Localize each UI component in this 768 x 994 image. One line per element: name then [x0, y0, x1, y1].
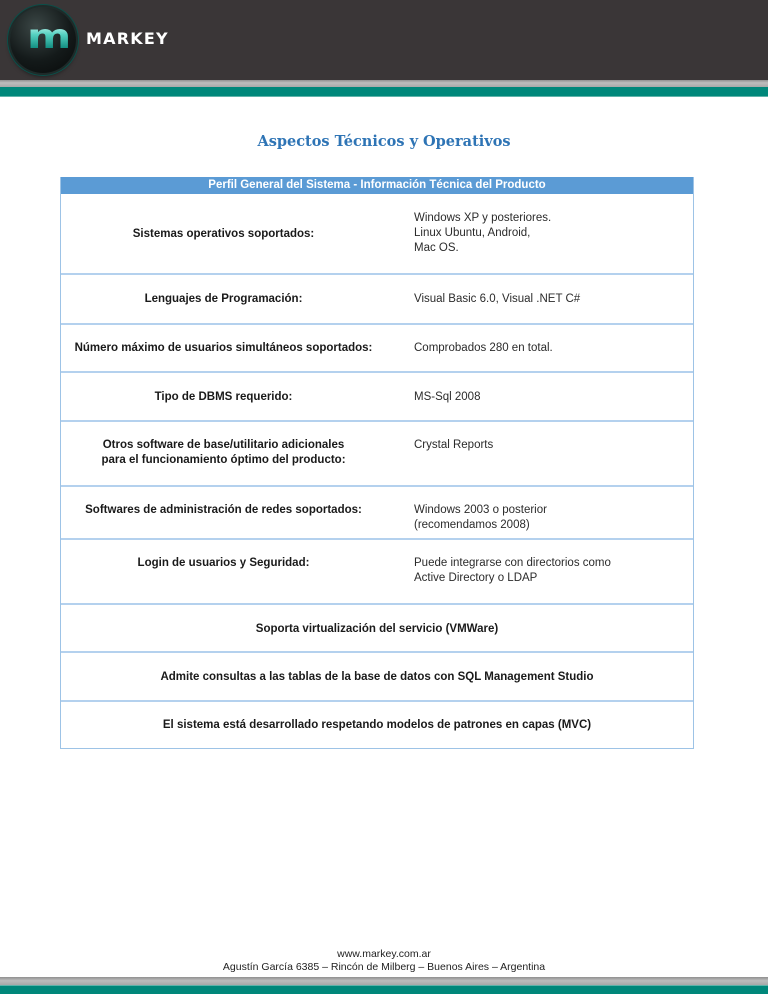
row-value — [386, 194, 693, 273]
value-line: (recomendamos 2008) — [414, 519, 530, 531]
value-line: Puede integrarse con directorios como — [414, 557, 611, 569]
value-line: MS-Sql 2008 — [414, 391, 481, 403]
row-label: Lenguajes de Programación: — [144, 293, 303, 305]
table-row-full — [61, 700, 693, 748]
row-value — [386, 540, 693, 603]
header-teal-band — [0, 87, 768, 97]
page-header — [0, 0, 768, 80]
value-line: Visual Basic 6.0, Visual .NET C# — [414, 293, 581, 305]
footer-website[interactable]: www.markey.com.ar — [337, 948, 431, 960]
row-label: Login de usuarios y Seguridad: — [137, 557, 310, 569]
full-row-text: El sistema está desarrollado respetando modelos de patrones en capas (MVC) — [162, 719, 592, 731]
value-line: Windows 2003 o posterior — [414, 504, 547, 516]
markey-logo-icon — [10, 7, 76, 73]
label-line: Otros software de base/utilitario adicionales — [102, 439, 345, 451]
row-label: Tipo de DBMS requerido: — [154, 391, 293, 403]
value-line: Active Directory o LDAP — [414, 572, 538, 584]
row-value — [386, 487, 693, 538]
table-row — [61, 420, 693, 485]
table-row — [61, 371, 693, 420]
spec-table — [60, 177, 694, 749]
value-line: Crystal Reports — [414, 439, 494, 451]
value-line: Mac OS. — [414, 242, 459, 254]
value-line: Linux Ubuntu, Android, — [414, 227, 531, 239]
table-row — [61, 323, 693, 371]
row-label — [61, 422, 386, 485]
table-row — [61, 538, 693, 603]
row-value — [386, 422, 693, 485]
table-row — [61, 194, 693, 273]
full-row-text: Admite consultas a las tablas de la base de datos con SQL Management Studio — [160, 671, 594, 683]
row-value — [386, 275, 693, 323]
value-line: Windows XP y posteriores. — [414, 212, 552, 224]
header-grey-band — [0, 80, 768, 87]
footer-address: Agustín García 6385 – Rincón de Milberg – Buenos Aires – Argentina — [222, 961, 546, 973]
footer-teal-band — [0, 985, 768, 994]
full-row-text: Soporta virtualización del servicio (VMWare) — [255, 623, 499, 635]
row-label: Softwares de administración de redes soportados: — [85, 504, 362, 516]
table-row-full — [61, 651, 693, 700]
page-title: Aspectos Técnicos y Operativos — [257, 133, 511, 150]
value-line: Comprobados 280 en total. — [414, 342, 553, 354]
table-row — [61, 273, 693, 323]
row-label: Número máximo de usuarios simultáneos soportados: — [74, 342, 373, 354]
logo-letter: m — [27, 17, 71, 57]
table-header: Perfil General del Sistema - Información Técnica del Producto — [61, 177, 693, 194]
brand-name: MARKEY — [86, 29, 169, 48]
table-row — [61, 485, 693, 538]
row-value — [386, 373, 693, 420]
row-label: Sistemas operativos soportados: — [132, 228, 315, 240]
footer-grey-band — [0, 977, 768, 985]
row-value — [386, 325, 693, 371]
label-line: para el funcionamiento óptimo del producto: — [101, 454, 346, 466]
table-row-full — [61, 603, 693, 651]
